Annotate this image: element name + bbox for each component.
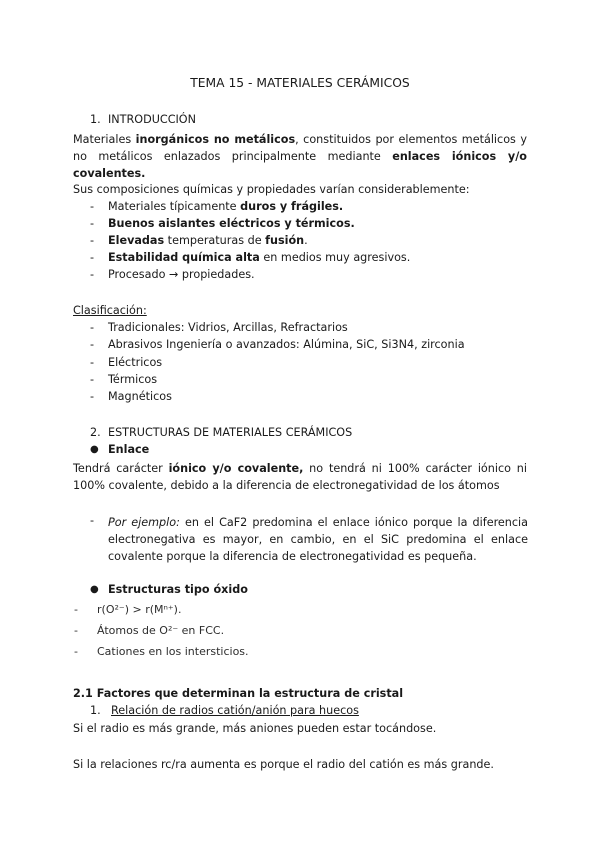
- classification-item: [0, 356, 600, 373]
- classification-item: [0, 338, 600, 355]
- prop-1-bold: duros y frágiles.: [240, 200, 344, 213]
- subsection-number: 1.: [90, 704, 101, 717]
- classification-item: [0, 390, 600, 407]
- classification-text: Abrasivos Ingeniería o avanzados: Alúmina, SiC, Si3N4, zirconia: [108, 338, 465, 351]
- radius-line-2: Si la relaciones rc/ra aumenta es porque el radio del catión es más grande.: [73, 758, 494, 771]
- intro-paragraph: [73, 131, 527, 182]
- oxide-item: [0, 603, 600, 620]
- property-item: [0, 268, 600, 285]
- dash-marker: -: [90, 390, 95, 403]
- classification-item: [0, 373, 600, 390]
- dash-marker: -: [74, 645, 78, 658]
- intro-bold-2: enlaces iónicos y/o covalentes.: [73, 150, 527, 180]
- section-2-1-heading: [73, 687, 403, 700]
- prop-2-bold: Buenos aislantes eléctricos y térmicos.: [108, 217, 355, 230]
- classification-text: Tradicionales: Vidrios, Arcillas, Refractarios: [108, 321, 348, 334]
- oxide-item: [0, 645, 600, 662]
- prop-5-text: Procesado → propiedades.: [108, 268, 255, 281]
- dash-marker: -: [74, 624, 78, 637]
- dash-marker: -: [90, 217, 95, 230]
- intro-bold-1: inorgánicos no metálicos: [135, 133, 296, 146]
- prop-4-bold: Estabilidad química alta: [108, 251, 260, 264]
- prop-3-bold-1: Elevadas: [108, 234, 165, 247]
- dash-marker: -: [90, 234, 95, 247]
- property-item: [0, 200, 600, 217]
- example-paragraph: [108, 514, 528, 565]
- section-2-number: 2.: [90, 426, 101, 439]
- example-italic: Por ejemplo:: [108, 516, 180, 529]
- dash-marker: -: [90, 373, 95, 386]
- enlace-bullet-row: [0, 443, 600, 460]
- enlace-paragraph: [73, 460, 527, 494]
- dash-marker: -: [90, 200, 95, 213]
- classification-text: Magnéticos: [108, 390, 172, 403]
- dash-marker: -: [90, 356, 95, 369]
- property-item: [0, 234, 600, 251]
- prop-3-end: .: [304, 234, 308, 247]
- bullet-icon: ●: [90, 584, 99, 595]
- intro-text-2: , constituidos por elementos metálicos y no metálicos enlazados principalmente mediante: [73, 133, 527, 163]
- oxide-bullet-row: [0, 583, 600, 600]
- oxide-item-text: r(O²⁻) > r(Mⁿ⁺).: [97, 603, 182, 616]
- prop-3-text: temperaturas de: [164, 234, 266, 247]
- oxide-heading: Estructuras tipo óxido: [108, 583, 248, 596]
- oxide-item-text: Átomos de O²⁻ en FCC.: [97, 624, 225, 637]
- bullet-icon: ●: [90, 444, 99, 455]
- classification-text: Eléctricos: [108, 356, 163, 369]
- enlace-heading: Enlace: [108, 443, 150, 456]
- classification-heading: Clasificación:: [73, 304, 147, 317]
- prop-4-text: en medios muy agresivos.: [259, 251, 411, 264]
- dash-marker: -: [90, 268, 95, 281]
- enlace-text-1: Tendrá carácter: [73, 462, 169, 475]
- classification-item: [0, 321, 600, 338]
- subsection-heading: Relación de radios catión/anión para huecos: [111, 704, 359, 717]
- classification-text: Térmicos: [108, 373, 158, 386]
- oxide-item: [0, 624, 600, 641]
- section-1-number: 1.: [90, 113, 101, 126]
- dash-marker: -: [74, 603, 78, 616]
- radius-line-1: Si el radio es más grande, más aniones pueden estar tocándose.: [73, 722, 437, 735]
- composition-lead: Sus composiciones químicas y propiedades varían considerablemente:: [73, 183, 470, 196]
- intro-text-1: Materiales: [73, 133, 136, 146]
- property-item: [0, 217, 600, 234]
- dash-marker: -: [90, 338, 95, 351]
- dash-marker: -: [90, 321, 95, 334]
- prop-1-text: Materiales típicamente: [108, 200, 241, 213]
- page-title: TEMA 15 - MATERIALES CERÁMICOS: [190, 76, 410, 90]
- section-2-heading: ESTRUCTURAS DE MATERIALES CERÁMICOS: [108, 426, 353, 439]
- enlace-text-2: no tendrá ni 100% carácter iónico ni 100% covalente, debido a la diferencia de electronegatividad de los átomos: [73, 462, 527, 492]
- dash-marker: -: [90, 251, 95, 264]
- dash-marker: -: [90, 514, 95, 527]
- section-2-1-heading-text: 2.1 Factores que determinan la estructura de cristal: [73, 687, 404, 700]
- section-1-heading: INTRODUCCIÓN: [108, 113, 196, 126]
- oxide-item-text: Cationes en los intersticios.: [97, 645, 249, 658]
- prop-3-bold-2: fusión: [265, 234, 305, 247]
- enlace-bold: iónico y/o covalente,: [168, 462, 304, 475]
- example-text: en el CaF2 predomina el enlace iónico porque la diferencia electronegativa es mayor, en cambio, en el SiC predomina el enlace covalente porque la diferencia de electronegatividad es pequeña.: [108, 516, 529, 563]
- property-item: [0, 251, 600, 268]
